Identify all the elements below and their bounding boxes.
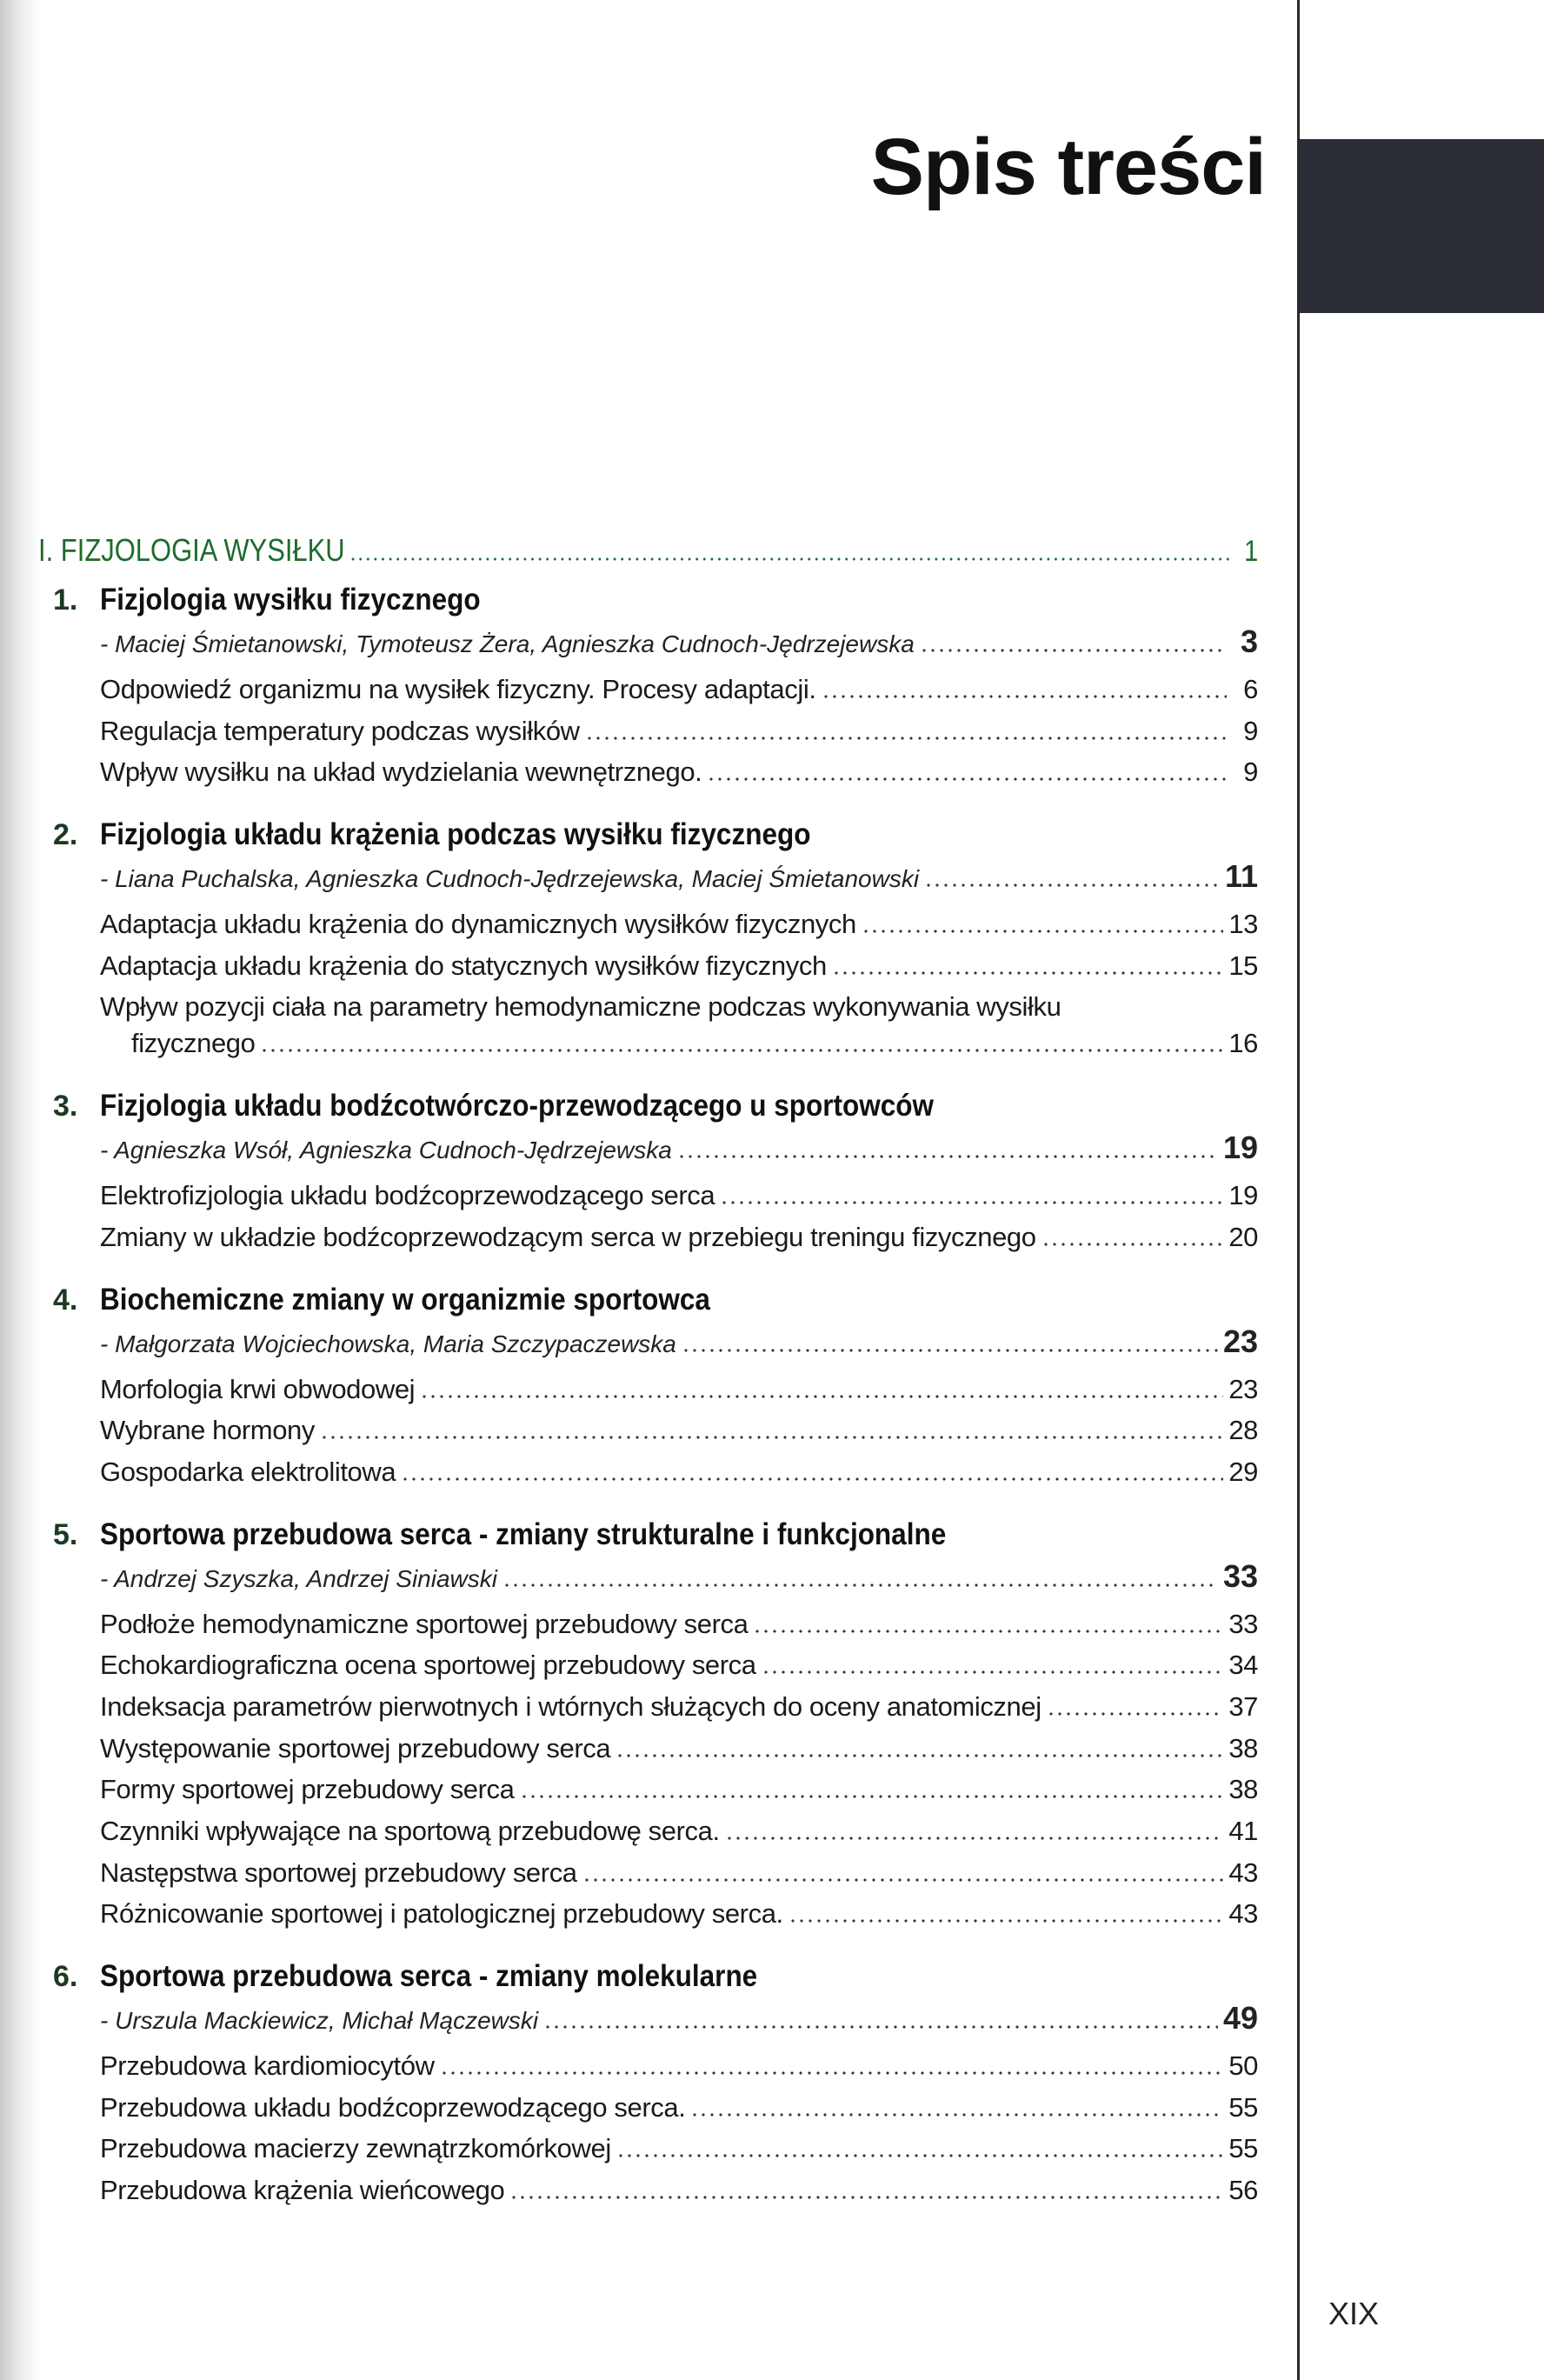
entry-text: Wpływ wysiłku na układ wydzielania wewnętrznego. xyxy=(100,757,702,788)
entry-text: Przebudowa kardiomiocytów xyxy=(100,2050,435,2082)
chapter-authors[interactable] xyxy=(100,623,1258,674)
entry-page: 23 xyxy=(1228,1373,1258,1404)
dot-leader xyxy=(401,1477,1223,1481)
chapter xyxy=(38,1283,1258,1498)
dot-leader xyxy=(862,930,1223,933)
dot-leader xyxy=(822,695,1227,698)
toc-entry[interactable] xyxy=(100,1898,1258,1940)
page-binding-shadow xyxy=(0,0,40,2380)
entry-page: 37 xyxy=(1228,1690,1258,1722)
entry-page: 34 xyxy=(1228,1650,1258,1681)
chapter-number: 2. xyxy=(53,818,78,852)
toc-entry[interactable] xyxy=(100,1180,1258,1222)
toc-entry[interactable] xyxy=(100,2050,1258,2092)
entry-text: Przebudowa macierzy zewnątrzkomórkowej xyxy=(100,2133,611,2164)
dot-leader xyxy=(349,557,1231,561)
chapter-authors[interactable] xyxy=(100,858,1258,909)
chapter-number: 6. xyxy=(53,1960,78,1994)
dot-leader xyxy=(725,1837,1224,1840)
entry-page: 43 xyxy=(1228,1857,1258,1888)
entry-page: 15 xyxy=(1228,950,1258,981)
chapter-number: 4. xyxy=(53,1283,78,1317)
chapter-number: 1. xyxy=(53,583,78,617)
toc-entry[interactable] xyxy=(100,674,1258,716)
chapter-heading[interactable] xyxy=(38,1089,1258,1130)
chapter-title: Fizjologia wysiłku fizycznego xyxy=(100,583,481,617)
entry-text: Występowanie sportowej przebudowy serca xyxy=(100,1732,611,1763)
dot-leader xyxy=(707,777,1227,781)
chapter-title: Fizjologia układu bodźcotwórczo-przewodzącego u sportowców xyxy=(100,1089,935,1123)
entry-page: 38 xyxy=(1228,1732,1258,1763)
toc-entry[interactable] xyxy=(100,950,1258,992)
entry-page: 55 xyxy=(1228,2133,1258,2164)
chapter-page: 33 xyxy=(1222,1557,1258,1594)
chapter-authors[interactable] xyxy=(100,1323,1258,1374)
entry-page: 19 xyxy=(1228,1180,1258,1211)
entry-text: Gospodarka elektrolitowa xyxy=(100,1456,396,1487)
dot-leader xyxy=(420,1395,1223,1398)
dot-leader xyxy=(920,649,1227,652)
entry-text: Echokardiograficzna ocena sportowej przebudowy serca xyxy=(100,1650,756,1681)
dot-leader xyxy=(520,1795,1224,1798)
toc-entry[interactable] xyxy=(100,1733,1258,1775)
dot-leader xyxy=(582,1878,1224,1882)
dot-leader xyxy=(924,883,1220,887)
dot-leader xyxy=(1047,1712,1224,1716)
chapter-heading[interactable] xyxy=(38,817,1258,858)
dot-leader xyxy=(320,1436,1223,1439)
chapter-authors[interactable] xyxy=(100,2000,1258,2050)
chapter-heading[interactable] xyxy=(38,1283,1258,1323)
entry-page: 13 xyxy=(1228,909,1258,940)
toc-entry[interactable] xyxy=(100,1457,1258,1498)
entry-page: 16 xyxy=(1228,1028,1258,1059)
toc-entry[interactable] xyxy=(100,1609,1258,1650)
toc-entry[interactable] xyxy=(100,2175,1258,2217)
chapter-body xyxy=(100,623,1258,798)
dot-leader xyxy=(832,971,1224,975)
entry-text: Przebudowa krążenia wieńcowego xyxy=(100,2175,505,2206)
entry-text: Różnicowanie sportowej i patologicznej przebudowy serca. xyxy=(100,1898,783,1930)
entry-text: Indeksacja parametrów pierwotnych i wtórnych służących do oceny anatomicznej xyxy=(100,1690,1042,1722)
entry-text: Elektrofizjologia układu bodźcoprzewodzącego serca xyxy=(100,1180,715,1211)
toc-entry[interactable] xyxy=(100,1374,1258,1416)
dot-leader xyxy=(677,1155,1218,1158)
chapter-page: 11 xyxy=(1224,858,1258,895)
dot-leader xyxy=(682,1349,1218,1352)
entry-text: Formy sportowej przebudowy serca xyxy=(100,1774,515,1805)
entry-text: Adaptacja układu krążenia do dynamicznych wysiłków fizycznych xyxy=(100,909,856,940)
chapter-authors[interactable] xyxy=(100,1130,1258,1180)
authors-text: - Liana Puchalska, Agnieszka Cudnoch-Jędrzejewska, Maciej Śmietanowski xyxy=(100,865,920,893)
toc-entry[interactable] xyxy=(100,757,1258,798)
authors-text: - Urszula Mackiewicz, Michał Mączewski xyxy=(100,2007,539,2035)
toc-entry-line[interactable]: Wpływ pozycji ciała na parametry hemodynamiczne podczas wykonywania wysiłku xyxy=(100,991,1062,1023)
dot-leader xyxy=(585,737,1227,740)
toc-entry[interactable] xyxy=(100,1415,1258,1457)
dot-leader xyxy=(509,2196,1223,2199)
entry-page: 56 xyxy=(1228,2175,1258,2206)
dot-leader xyxy=(502,1583,1218,1587)
dot-leader xyxy=(440,2071,1224,2075)
entry-page: 9 xyxy=(1243,757,1258,788)
chapter-page: 3 xyxy=(1240,623,1258,659)
chapter xyxy=(38,817,1258,1070)
dot-leader xyxy=(690,2113,1223,2117)
chapter-body xyxy=(100,1323,1258,1498)
toc-entry[interactable] xyxy=(100,1857,1258,1899)
chapter-title: Fizjologia układu krążenia podczas wysiłku fizycznego xyxy=(100,817,811,852)
chapter-body xyxy=(100,2000,1258,2217)
toc-entry[interactable] xyxy=(100,1650,1258,1691)
authors-text: - Andrzej Szyszka, Andrzej Siniawski xyxy=(100,1564,497,1592)
dot-leader xyxy=(789,1919,1224,1923)
chapter-page: 49 xyxy=(1222,2000,1258,2037)
chapter-thumb-tab xyxy=(1299,139,1544,313)
entry-text: Adaptacja układu krążenia do statycznych wysiłków fizycznych xyxy=(100,950,827,981)
dot-leader xyxy=(720,1201,1223,1204)
toc-entry[interactable] xyxy=(100,1028,1258,1070)
entry-text: Podłoże hemodynamiczne sportowej przebudowy serca xyxy=(100,1608,749,1639)
entry-page: 55 xyxy=(1228,2091,1258,2123)
page-edge-line xyxy=(1297,0,1300,2380)
chapter-number: 3. xyxy=(53,1090,78,1123)
toc-entry[interactable] xyxy=(100,1691,1258,1733)
toc-entry[interactable] xyxy=(100,2092,1258,2134)
chapter-title: Sportowa przebudowa serca - zmiany molekularne xyxy=(100,1959,758,1994)
entry-page: 6 xyxy=(1243,674,1258,704)
part-label: I. FIZJOLOGIA WYSIŁKU xyxy=(38,532,345,568)
dot-leader xyxy=(260,1049,1223,1052)
authors-text: - Małgorzata Wojciechowska, Maria Szczypaczewska xyxy=(100,1330,676,1357)
entry-text: Zmiany w układzie bodźcoprzewodzącym serca w przebiegu treningu fizycznego xyxy=(100,1221,1036,1252)
chapter xyxy=(38,1089,1258,1263)
toc-entry[interactable] xyxy=(100,1774,1258,1816)
toc-entry[interactable] xyxy=(100,909,1258,950)
chapter-heading[interactable] xyxy=(38,583,1258,623)
part-heading[interactable] xyxy=(38,532,1258,583)
chapter-title: Sportowa przebudowa serca - zmiany strukturalne i funkcjonalne xyxy=(100,1517,947,1551)
entry-page: 28 xyxy=(1228,1415,1258,1446)
entry-page: 33 xyxy=(1228,1608,1258,1639)
entry-page: 9 xyxy=(1243,715,1258,746)
chapter-heading[interactable] xyxy=(38,1959,1258,2000)
chapter-body xyxy=(100,1558,1258,1941)
toc-entry[interactable] xyxy=(100,716,1258,757)
chapter-heading[interactable] xyxy=(38,1517,1258,1558)
chapter xyxy=(38,1517,1258,1941)
chapter-number: 5. xyxy=(53,1517,78,1551)
chapter xyxy=(38,583,1258,798)
entry-text-continuation: fizycznego xyxy=(131,1028,256,1059)
entry-page: 50 xyxy=(1228,2050,1258,2082)
chapter xyxy=(38,1959,1258,2217)
toc-entry[interactable] xyxy=(100,2133,1258,2175)
table-of-contents xyxy=(38,532,1258,2217)
chapter-authors[interactable] xyxy=(100,1558,1258,1609)
dot-leader xyxy=(753,1630,1223,1633)
chapter-page: 23 xyxy=(1222,1323,1258,1359)
entry-page: 20 xyxy=(1228,1221,1258,1252)
page-number: XIX xyxy=(1328,2296,1380,2331)
toc-entry[interactable] xyxy=(100,1222,1258,1263)
entry-page: 38 xyxy=(1228,1774,1258,1805)
chapter-title: Biochemiczne zmiany w organizmie sportowca xyxy=(100,1282,710,1317)
entry-text: Odpowiedź organizmu na wysiłek fizyczny. Procesy adaptacji. xyxy=(100,674,816,704)
part-page: 1 xyxy=(1243,535,1259,568)
entry-page: 43 xyxy=(1228,1898,1258,1930)
entry-text: Następstwa sportowej przebudowy serca xyxy=(100,1857,577,1888)
dot-leader xyxy=(616,2154,1224,2157)
authors-text: - Maciej Śmietanowski, Tymoteusz Żera, Agnieszka Cudnoch-Jędrzejewska xyxy=(100,630,915,657)
entry-page: 41 xyxy=(1228,1816,1258,1846)
dot-leader xyxy=(1042,1243,1224,1246)
entry-text: Wybrane hormony xyxy=(100,1415,315,1446)
entry-text: Morfologia krwi obwodowej xyxy=(100,1373,416,1404)
entry-text: Czynniki wpływające na sportową przebudowę serca. xyxy=(100,1816,720,1846)
authors-text: - Agnieszka Wsół, Agnieszka Cudnoch-Jędrzejewska xyxy=(100,1137,672,1164)
entry-text: Regulacja temperatury podczas wysiłków xyxy=(100,715,580,746)
dot-leader xyxy=(543,2025,1218,2029)
dot-leader xyxy=(762,1670,1224,1674)
chapter-body xyxy=(100,858,1258,1070)
page-title: Spis treści xyxy=(870,123,1266,211)
chapter-page: 19 xyxy=(1222,1130,1258,1166)
dot-leader xyxy=(616,1754,1223,1757)
entry-page: 29 xyxy=(1228,1456,1258,1487)
toc-entry[interactable] xyxy=(100,1816,1258,1857)
entry-text: Przebudowa układu bodźcoprzewodzącego serca. xyxy=(100,2091,686,2123)
chapter-body xyxy=(100,1130,1258,1263)
